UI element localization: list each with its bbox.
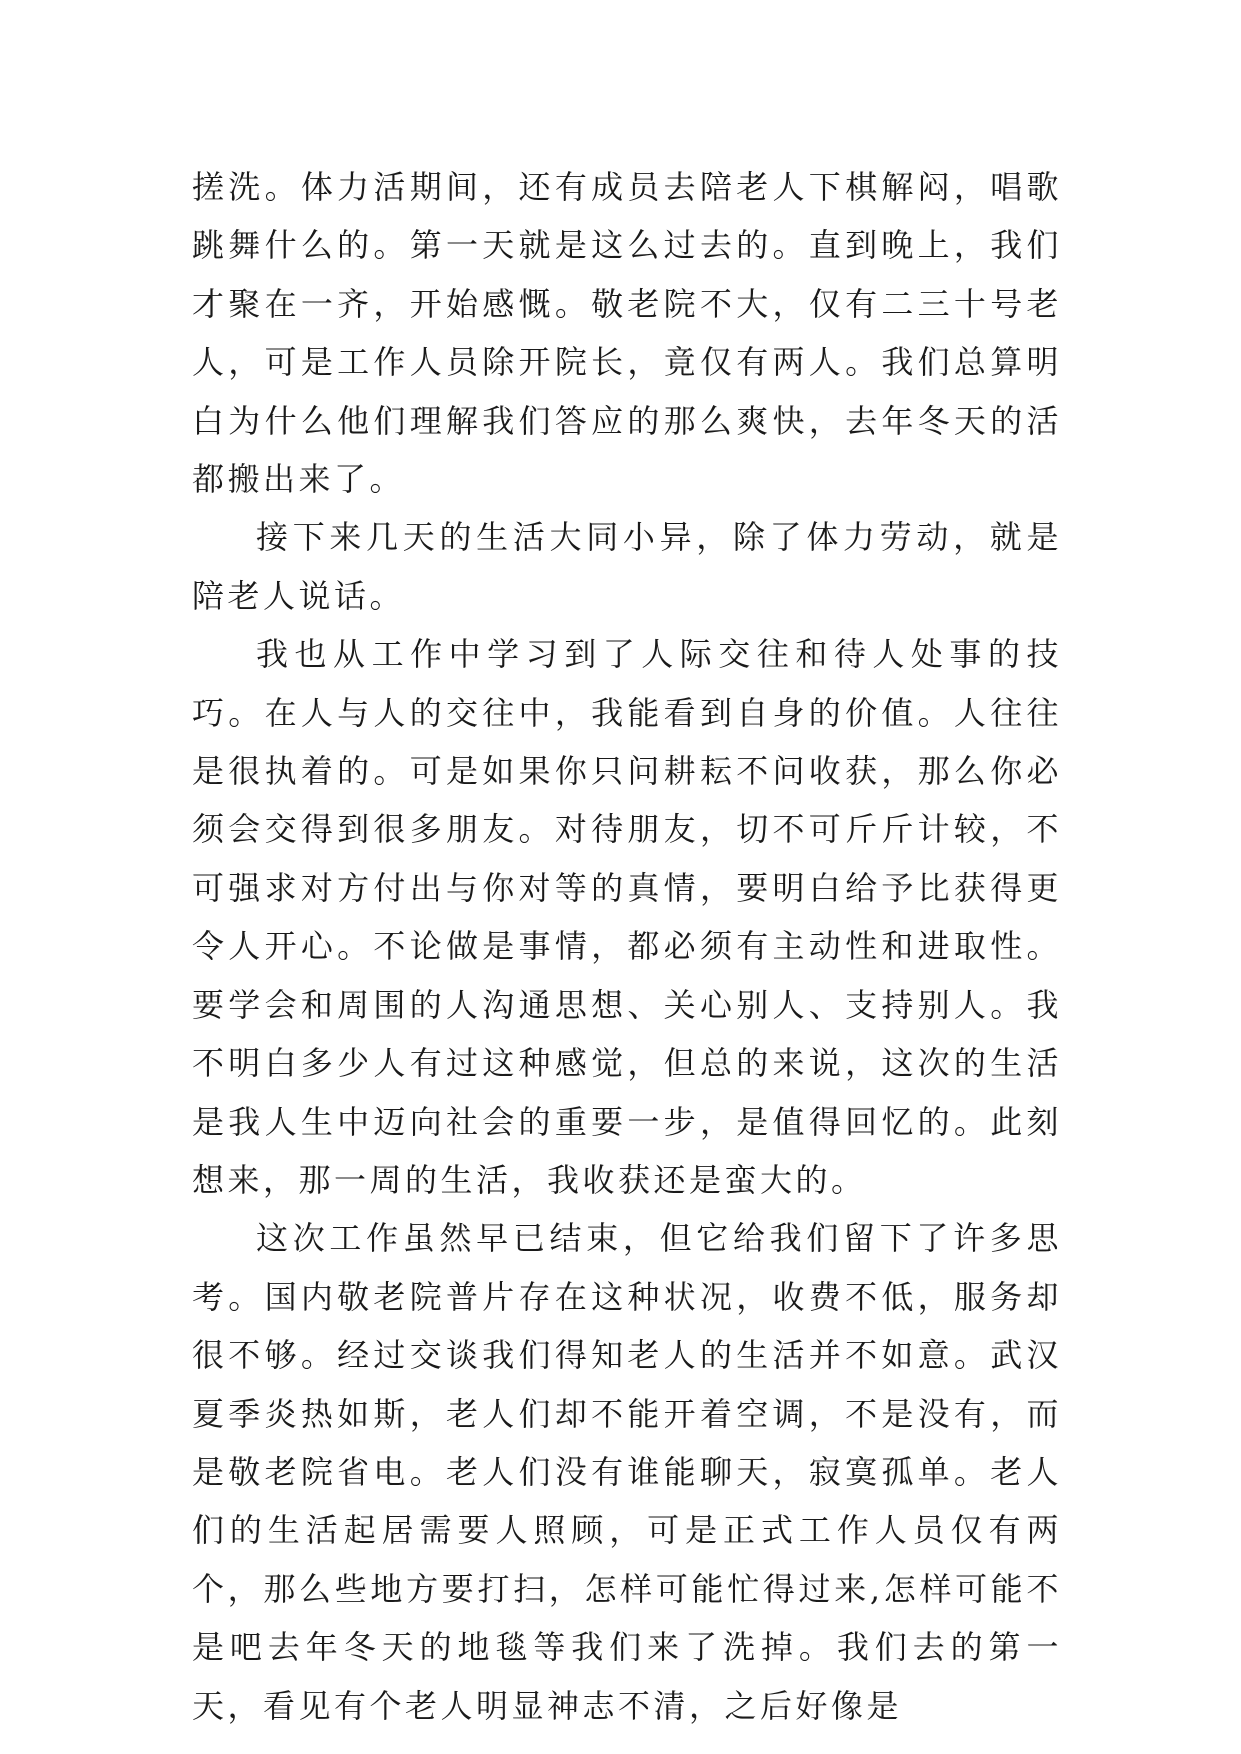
paragraph: 我也从工作中学习到了人际交往和待人处事的技巧。在人与人的交往中，我能看到自身的价值。人往往是很执着的。可是如果你只问耕耘不问收获，那么你必须会交得到很多朋友。对待朋友，切不可斤斤计较，不可强求对方付出与你对等的真情，要明白给予比获得更令人开心。不论做是事情，都必须有主动性和进取性。要学会和周围的人沟通思想、关心别人、支持别人。我不明白多少人有过这种感觉，但总的来说，这次的生活是我人生中迈向社会的重要一步，是值得回忆的。此刻想来，那一周的生活，我收获还是蛮大的。 <box>192 635 1062 1199</box>
paragraph: 搓洗。体力活期间，还有成员去陪老人下棋解闷，唱歌跳舞什么的。第一天就是这么过去的。直到晚上，我们才聚在一齐，开始感慨。敬老院不大，仅有二三十号老人，可是工作人员除开院长，竟仅有两人。我们总算明白为什么他们理解我们答应的那么爽快，去年冬天的活都搬出来了。 <box>192 168 1062 499</box>
paragraph: 接下来几天的生活大同小异，除了体力劳动，就是陪老人说话。 <box>192 518 1062 615</box>
document-body <box>192 158 1062 1735</box>
paragraph: 这次工作虽然早已结束，但它给我们留下了许多思考。国内敬老院普片存在这种状况，收费不低，服务却很不够。经过交谈我们得知老人的生活并不如意。武汉夏季炎热如斯，老人们却不能开着空调，不是没有，而是敬老院省电。老人们没有谁能聊天，寂寞孤单。老人们的生活起居需要人照顾，可是正式工作人员仅有两个，那么些地方要打扫，怎样可能忙得过来,怎样可能不是吧去年冬天的地毯等我们来了洗掉。我们去的第一天，看见有个老人明显神志不清，之后好像是 <box>192 1219 1062 1725</box>
